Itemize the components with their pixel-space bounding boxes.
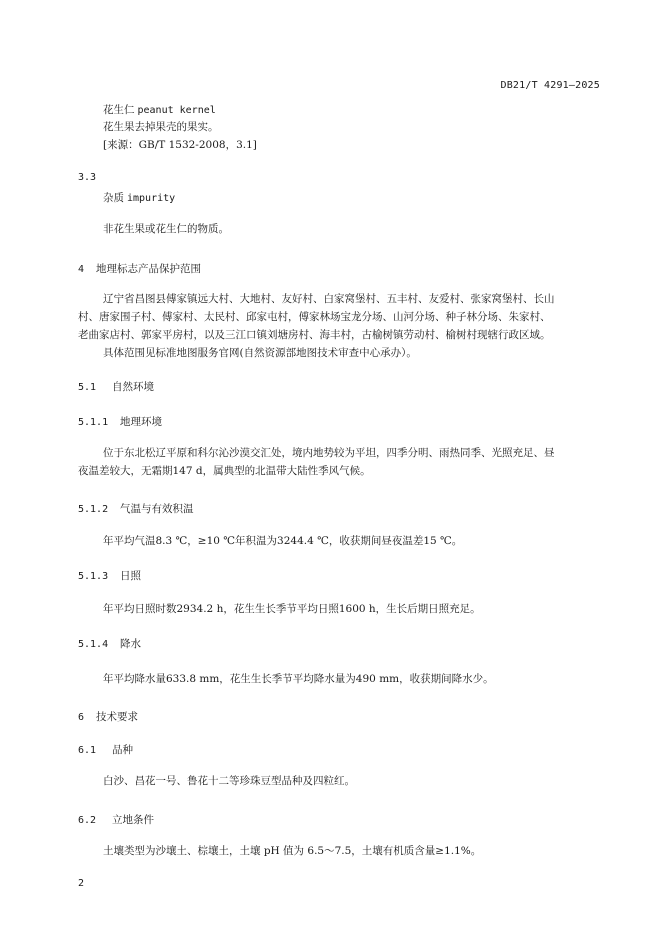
paragraph: 年平均降水量633.8 mm，花生生长季节平均降水量为490 mm，收获期间降水少。	[103, 673, 494, 685]
section-heading-6	[78, 709, 138, 724]
section-title: 地理环境	[120, 416, 162, 428]
paragraph: 年平均气温8.3 ℃，≥10 ℃年积温为3244.4 ℃，收获期间昼夜温差15 ℃。	[103, 535, 463, 547]
section-number: 5.1.2	[78, 504, 109, 515]
section-heading-4	[78, 261, 201, 276]
paragraph: 具体范围见标准地图服务官网(自然资源部地图技术审查中心承办）。	[103, 347, 417, 359]
term-chinese: 杂质	[103, 192, 124, 204]
paragraph: 土壤类型为沙壤土、棕壤土，土壤 pH 值为 6.5～7.5，土壤有机质含量≥1.1%。	[103, 845, 482, 857]
section-number: 5.1.3	[78, 571, 109, 582]
section-heading-6-1	[78, 742, 133, 757]
section-title: 降水	[120, 638, 141, 650]
paragraph-line: 夜温差较大，无霜期147 d，属典型的北温带大陆性季风气候。	[78, 465, 371, 477]
section-number: 6.1	[78, 745, 97, 756]
section-title: 地理标志产品保护范围	[96, 263, 201, 275]
section-heading-5-1	[78, 379, 154, 394]
term-english: peanut kernel	[137, 105, 216, 116]
term-definition: 非花生果或花生仁的物质。	[103, 223, 229, 235]
paragraph: 白沙、昌花一号、鲁花十二等珍珠豆型品种及四粒红。	[103, 775, 355, 787]
page-number: 2	[78, 878, 85, 889]
term-entry-impurity	[103, 190, 175, 205]
section-heading-5-1-4	[78, 636, 141, 651]
section-heading-5-1-2	[78, 501, 194, 516]
section-heading-5-1-1	[78, 414, 162, 429]
term-entry-peanut-kernel	[103, 102, 216, 117]
section-heading-6-2	[78, 812, 154, 827]
paragraph-line: 村、唐家围子村、傅家村、太民村、邱家屯村，傅家林场宝龙分场、山河分场、种子林分场、朱家村、	[78, 311, 551, 323]
paragraph: 年平均日照时数2934.2 h，花生生长季节平均日照1600 h，生长后期日照充足。	[103, 603, 481, 615]
section-title: 日照	[120, 570, 141, 582]
term-number-label: 3.3	[78, 172, 97, 183]
section-title: 立地条件	[112, 814, 154, 826]
document-code: DB21/T 4291—2025	[500, 80, 600, 91]
term-chinese: 花生仁	[103, 104, 135, 116]
section-number: 4	[78, 264, 85, 275]
section-title: 气温与有效积温	[120, 503, 194, 515]
section-heading-5-1-3	[78, 568, 141, 583]
section-title: 自然环境	[112, 381, 154, 393]
section-number: 5.1.1	[78, 417, 109, 428]
paragraph-line: 老曲家店村、郭家平房村，以及三江口镇刘塘房村、海丰村，古榆树镇劳动村、榆树村现辖行政区域。	[78, 329, 551, 341]
section-number: 5.1.4	[78, 639, 109, 650]
term-english: impurity	[127, 193, 176, 204]
section-number: 6.2	[78, 815, 97, 826]
paragraph-line: 位于东北松辽平原和科尔沁沙漠交汇处，境内地势较为平坦，四季分明、雨热同季、光照充足、昼	[103, 447, 555, 459]
term-number	[78, 171, 96, 183]
section-title: 品种	[112, 744, 133, 756]
section-number: 5.1	[78, 382, 97, 393]
section-title: 技术要求	[96, 711, 138, 723]
term-definition: 花生果去掉果壳的果实。	[103, 121, 219, 133]
term-source: [来源：GB/T 1532-2008，3.1]	[103, 139, 257, 151]
paragraph-line: 辽宁省昌图县傅家镇远大村、大地村、友好村、白家窝堡村、五丰村、友爱村、张家窝堡村、长山	[103, 293, 555, 305]
section-number: 6	[78, 712, 85, 723]
